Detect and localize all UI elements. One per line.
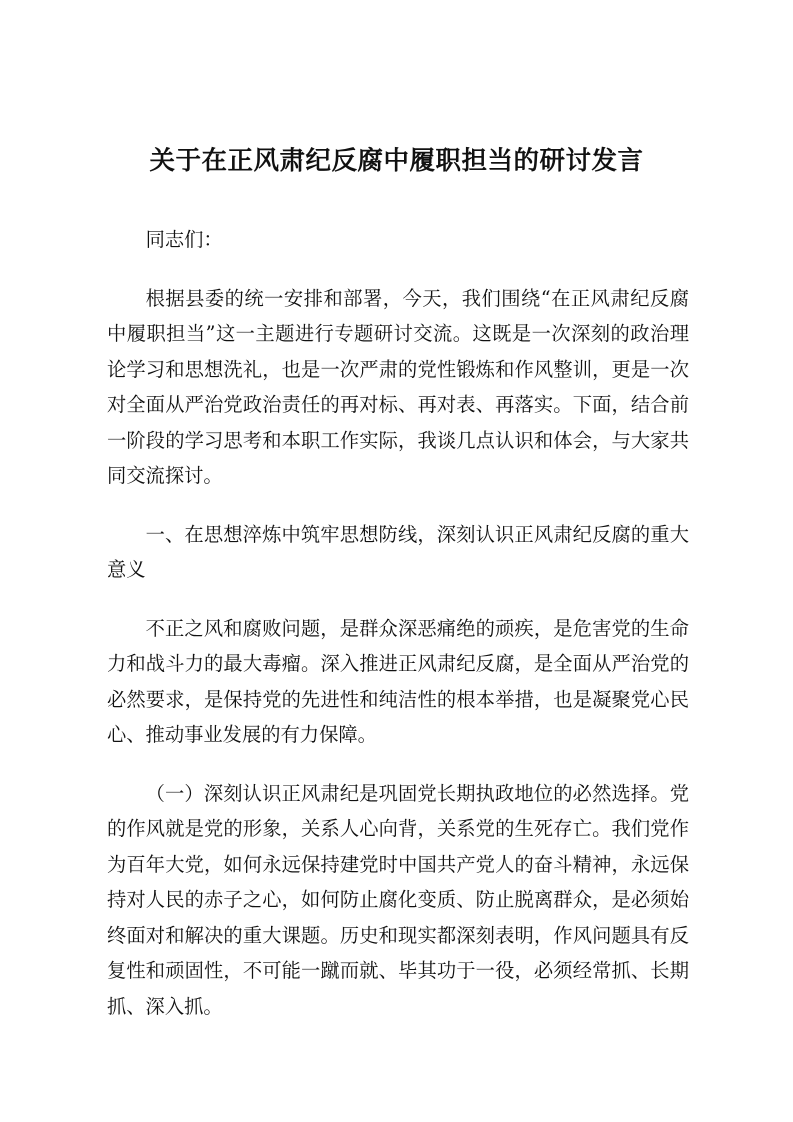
subsection-1-paragraph: （一）深刻认识正风肃纪是巩固党长期执政地位的必然选择。党的作风就是党的形象，关系人心向背，关系党的生死存亡。我们党作为百年大党，如何永远保持建党时中国共产党人的奋斗精神，永远保持对人民的赤子之心，如何防止腐化变质、防止脱离群众，是必须始终面对和解决的重大课题。历史和现实都深刻表明，作风问题具有反复性和顽固性，不可能一蹴而就、毕其功于一役，必须经常抓、长期抓、深入抓。 xyxy=(107,781,689,1018)
document-title: 关于在正风肃纪反腐中履职担当的研讨发言 xyxy=(149,146,644,176)
section-heading-1: 一、在思想淬炼中筑牢思想防线，深刻认识正风肃纪反腐的重大意义 xyxy=(107,522,689,581)
document-body xyxy=(107,222,689,1024)
intro-paragraph: 根据县委的统一安排和部署，今天，我们围绕“在正风肃纪反腐中履职担当”这一主题进行专题研讨交流。这既是一次深刻的政治理论学习和思想洗礼，也是一次严肃的党性锻炼和作风整训，更是一次对全面从严治党政治责任的再对标、再对表、再落实。下面，结合前一阶段的学习思考和本职工作实际，我谈几点认识和体会，与大家共同交流探讨。 xyxy=(107,286,689,487)
salutation: 同志们： xyxy=(145,228,223,251)
section-1-paragraph: 不正之风和腐败问题，是群众深恶痛绝的顽疾，是危害党的生命力和战斗力的最大毒瘤。深入推进正风肃纪反腐，是全面从严治党的必然要求，是保持党的先进性和纯洁性的根本举措，也是凝聚党心民心、推动事业发展的有力保障。 xyxy=(107,616,689,746)
